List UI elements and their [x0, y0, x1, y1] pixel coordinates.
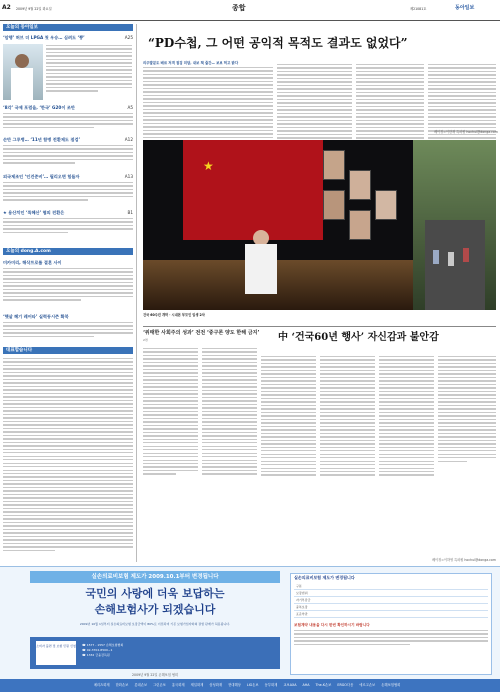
- sponsor-name: 그린손보: [153, 683, 166, 687]
- section-title: 종합: [232, 4, 246, 12]
- sponsor-name: 동부화재: [264, 683, 278, 687]
- contact-title: 소비자 불편 및 보험 민원 신청: [36, 641, 76, 665]
- article-col: [379, 356, 434, 478]
- sub-headline-text: ‘위태한 사회주의 성과’ 전전 ‘중구론 양도 한해 금지’: [143, 330, 260, 336]
- page-header: [0, 0, 500, 21]
- sub-headline-left: [143, 330, 261, 343]
- byline: 베이징=이하영 특파원 hochul@donga.com: [431, 558, 496, 562]
- item-page: B1: [127, 210, 133, 215]
- item-page: A25: [124, 35, 133, 40]
- sub-headline: 의주발분도 배르 저격 점검 미담, 내보 책 줄간— 보보 허고 밝다: [143, 61, 239, 65]
- issue-date: 2009년 9월 22일 화요일: [16, 7, 52, 11]
- article-col: [320, 356, 375, 478]
- contact-lines: [82, 643, 123, 658]
- contact-line: ☎ 1332 금융감독원: [82, 653, 110, 657]
- item-body: [46, 45, 132, 94]
- item-page: A13: [124, 174, 133, 179]
- second-headline: 中 ‘건국60년 행사’ 자신감과 불안감: [278, 332, 439, 343]
- item-title: ★ 용산치인 ‘특혜산’ 협의 전환은: [3, 210, 65, 215]
- golfer-photo: [3, 44, 43, 100]
- divider: [143, 326, 496, 327]
- ad-banner: 실손의료비보험 제도가 2009.10.1부터 변경됩니다: [30, 571, 280, 583]
- photo-caption: [143, 312, 496, 317]
- table-row: 중복보장: [294, 604, 488, 611]
- sponsor-name: AHA: [302, 683, 310, 687]
- item-title: 외국제조인 ‘인건준비’… 필리오면 힘들자: [3, 174, 80, 179]
- article-col: [143, 348, 198, 477]
- sponsor-name: 현대해상: [228, 683, 241, 687]
- notice-title: 보험계약 내용을 다시 한번 확인하시기 바랍니다: [294, 623, 370, 627]
- ad-info-title: 실손의료비보험 제도가 변경됩니다: [294, 575, 355, 580]
- article-col: [261, 356, 316, 478]
- news-photo: ★: [143, 140, 496, 310]
- item-title: 미카미리, 해삭프로를 결혼 사이: [3, 260, 62, 265]
- sponsor-name: ERGO다음: [337, 683, 354, 687]
- edition-number: 제21081호: [410, 7, 427, 11]
- sponsor-name: 교보AXA: [283, 683, 297, 687]
- caption-title: 건국 60주년 개막 · 시내본 부모인 임생 2차: [143, 313, 205, 317]
- sponsor-name: 삼성화재: [209, 683, 223, 687]
- contact-line: ☎ 02-3702-8500~1: [82, 648, 113, 652]
- article-col: [438, 356, 496, 464]
- article-col: [202, 348, 257, 477]
- ad-subtext: 2009년 10월 1일부터 실손의료비보험 보장금액이 80%로 이전되며 기존 보험가입자와의 결합 판매가 허용됩니다.: [79, 622, 231, 626]
- sponsor-name: 제일화재: [190, 683, 204, 687]
- left-item[interactable]: [3, 260, 133, 303]
- item-page: A12: [124, 137, 133, 142]
- ad-headline-2: 손해보험사가 되겠습니다: [94, 603, 216, 616]
- sponsor-name: 롯데손보: [134, 683, 148, 687]
- main-headline: “PD수첩, 그 어떤 공익적 목적도 결과도 없었다”: [148, 36, 408, 50]
- bottom-banner: 대표합습니다: [3, 347, 133, 354]
- contact-box: [30, 637, 280, 669]
- table-row: 자기부담금: [294, 597, 488, 604]
- sponsor-name: The-K손보: [315, 683, 332, 687]
- item-title: ‘암행’ 허브 더 LPGA 첫 우승… 심려도 ‘뿡’: [3, 35, 85, 40]
- item-title: 손만 그루병… ‘11년 합병 전환제도 점검’: [3, 137, 81, 142]
- sponsor-bar: [0, 679, 500, 692]
- bottom-body: [3, 358, 133, 553]
- byline: 베이징=이한재 특파원 hochul@donga.com: [433, 130, 498, 134]
- sponsor-name: LIG손보: [246, 683, 259, 687]
- page-number: A2: [2, 4, 11, 11]
- sponsor-name: 에르고손보: [359, 683, 376, 687]
- table-row: 표준약관: [294, 611, 488, 618]
- table-row: 구분: [294, 583, 488, 590]
- left-column: [3, 24, 133, 564]
- ad-footer-note: 2009년 9월 22일 손해보험 협회: [132, 673, 178, 677]
- column-divider: [136, 24, 137, 562]
- left-item[interactable]: [3, 210, 133, 235]
- sub-headline-page: 2면: [143, 337, 148, 342]
- notice-body: [294, 630, 488, 645]
- item-title: ‘햇살 혜기 레어타’ 실력동시즌 확북: [3, 314, 69, 319]
- ad-headline-1: 국민의 사랑에 더욱 보답하는: [85, 587, 225, 600]
- dongacom-banner: 오늘의 dong.A.com: [3, 248, 133, 255]
- sponsor-name: 메리츠화재: [93, 683, 110, 687]
- insurance-ad: [0, 566, 500, 692]
- contact-line: ☎ 1577 - 1557 손해보험협회: [82, 643, 124, 647]
- sponsor-name: 한화손보: [115, 683, 129, 687]
- sponsor-name: 손해보험협회: [381, 683, 401, 687]
- left-item[interactable]: [3, 35, 133, 41]
- ad-info-box: [290, 573, 492, 675]
- table-row: 보장범위: [294, 590, 488, 597]
- item-title: ‘8각’ 국제 포럼을, ‘한국’ G20이 조만: [3, 105, 75, 110]
- sponsor-name: 흥국화재: [171, 683, 185, 687]
- left-item[interactable]: [3, 105, 133, 130]
- left-item[interactable]: [3, 174, 133, 203]
- paper-name: 동아일보: [455, 5, 475, 11]
- today-banner: 오늘의 동아일보: [3, 24, 133, 31]
- item-page: A5: [127, 105, 133, 110]
- left-item[interactable]: [3, 314, 133, 339]
- ad-info-table: [294, 583, 488, 618]
- left-item[interactable]: [3, 137, 133, 166]
